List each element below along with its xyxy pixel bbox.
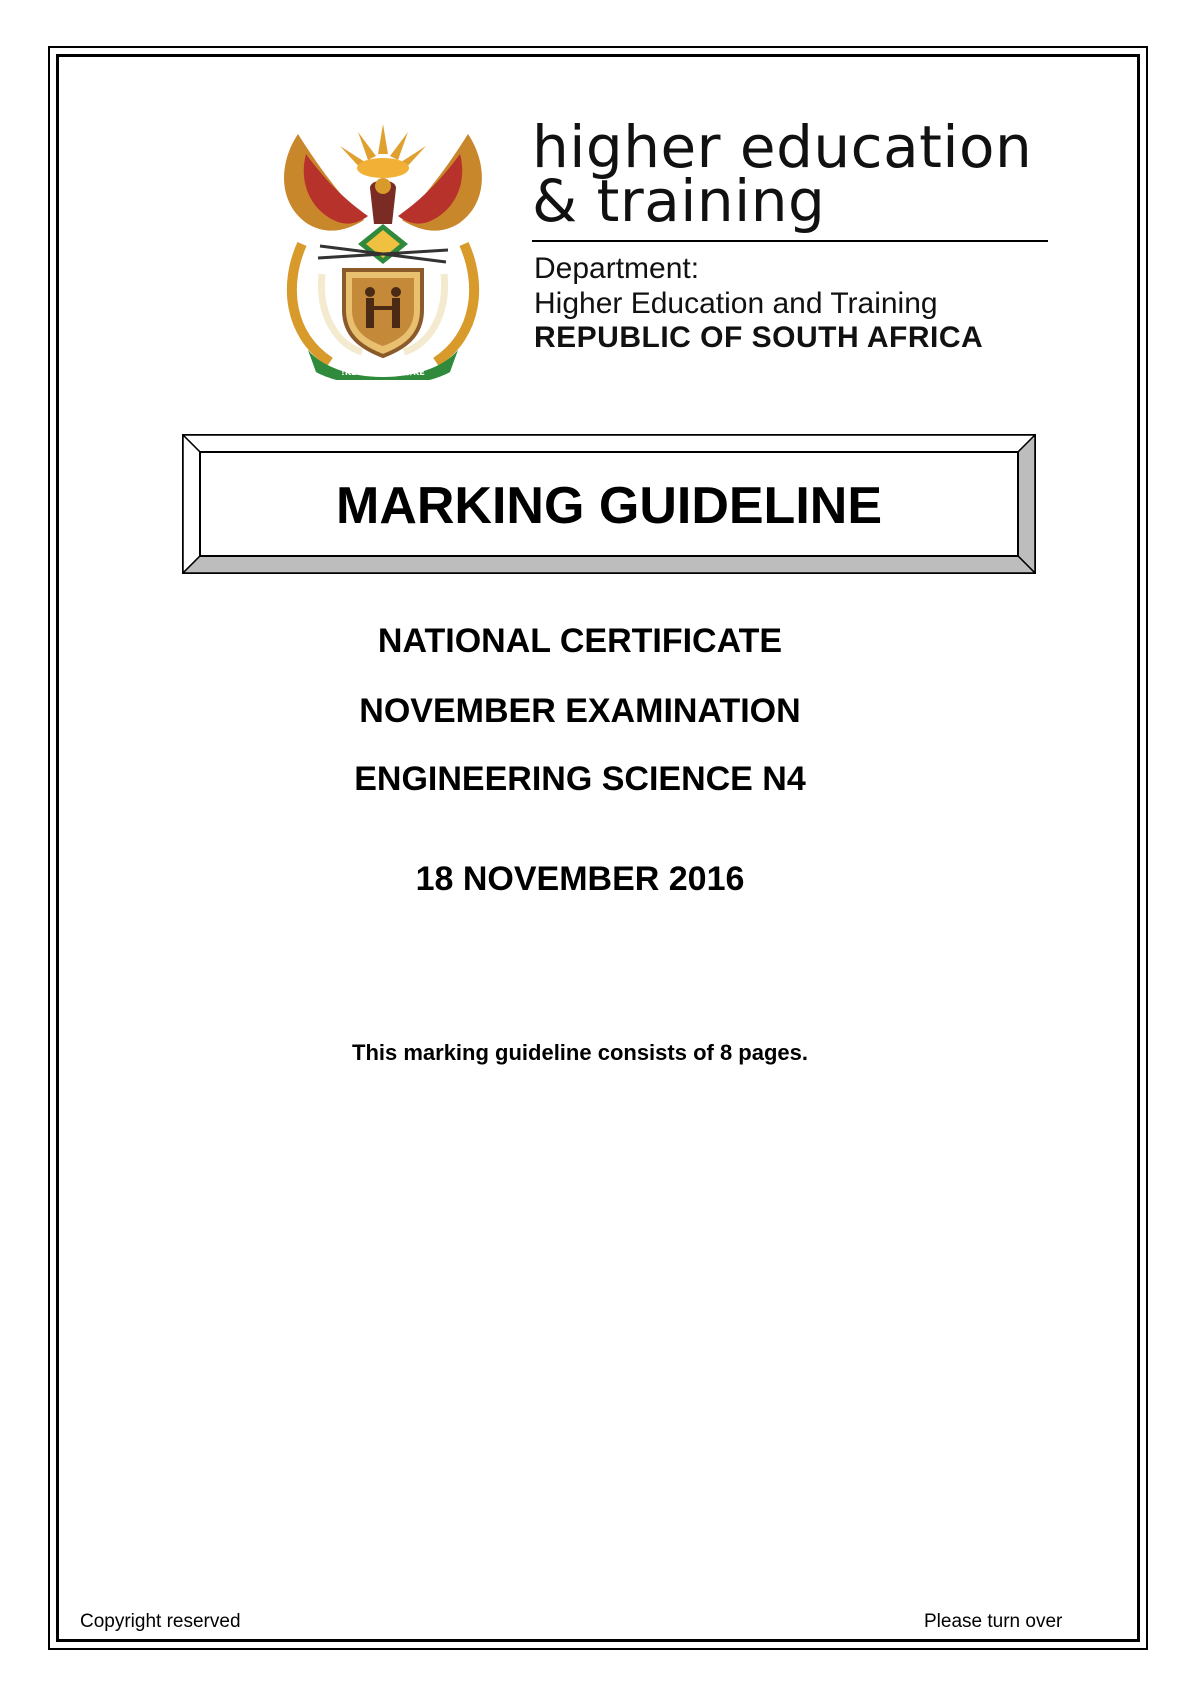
footer-turn-over: Please turn over xyxy=(924,1611,1063,1632)
examination-line: NOVEMBER EXAMINATION xyxy=(359,692,801,730)
footer-copyright: Copyright reserved xyxy=(80,1611,241,1632)
department-label: Department: xyxy=(534,252,700,285)
subject-line: ENGINEERING SCIENCE N4 xyxy=(354,760,806,798)
exam-date: 18 NOVEMBER 2016 xyxy=(415,860,745,898)
department-logotype-line1: higher education xyxy=(532,113,1033,181)
logotype-divider xyxy=(532,240,1048,242)
country-name: REPUBLIC OF SOUTH AFRICA xyxy=(534,321,984,354)
department-name: Higher Education and Training xyxy=(534,287,938,320)
certificate-line: NATIONAL CERTIFICATE xyxy=(377,622,783,660)
document-title: MARKING GUIDELINE xyxy=(336,477,882,535)
coat-of-arms-icon xyxy=(278,124,488,380)
department-logotype-line2: & training xyxy=(532,167,826,235)
page-count-note: This marking guideline consists of 8 pages. xyxy=(352,1040,808,1065)
crest-motto: !KE E: /XARRA //KE xyxy=(341,368,425,377)
